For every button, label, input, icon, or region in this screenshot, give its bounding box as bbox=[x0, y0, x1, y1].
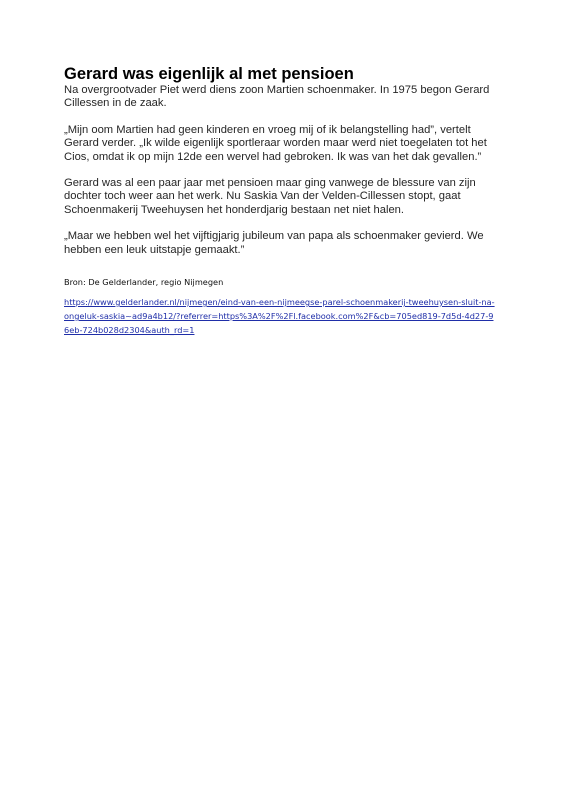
article-paragraph-1: Na overgrootvader Piet werd diens zoon Martien schoenmaker. In 1975 begon Gerard Cillessen in de zaak. bbox=[64, 84, 490, 110]
section-spacer bbox=[64, 257, 504, 277]
paragraph-spacer bbox=[64, 217, 504, 230]
source-label: Bron: De Gelderlander, regio Nijmegen bbox=[64, 277, 224, 288]
paragraph-spacer bbox=[64, 164, 504, 177]
article-title: Gerard was eigenlijk al met pensioen bbox=[64, 65, 354, 83]
article-content bbox=[64, 64, 504, 337]
paragraph-spacer bbox=[64, 111, 504, 124]
source-link[interactable]: https://www.gelderlander.nl/nijmegen/eind-van-een-nijmeegse-parel-schoenmakerij-tweehuysen-sluit-na-ongeluk-saskia~ad9a4b12/?referrer=https%3A%2F%2Fl.facebook.com%2F&cb=705ed819-7d5d-4d27-96eb-724b028d2304&auth_rd=1 bbox=[64, 297, 495, 336]
source-spacer bbox=[64, 288, 504, 295]
article-paragraph-3: Gerard was al een paar jaar met pensioen maar ging vanwege de blessure van zijn dochter toch weer aan het werk. Nu Saskia Van der Velden-Cillessen stopt, gaat Schoenmakerij Tweehuysen het honderdjarig bestaan net niet halen. bbox=[64, 177, 476, 216]
article-paragraph-4: „Maar we hebben wel het vijftigjarig jubileum van papa als schoenmaker gevierd. We hebben een leuk uitstapje gemaakt.” bbox=[64, 230, 484, 256]
article-paragraph-2: „Mijn oom Martien had geen kinderen en vroeg mij of ik belangstelling had”, vertelt Gerard verder. „Ik wilde eigenlijk sportleraar worden maar werd niet toegelaten tot het Cios, omdat ik op mijn 12de een wervel had gebroken. Ik was van het dak gevallen.” bbox=[64, 123, 487, 163]
